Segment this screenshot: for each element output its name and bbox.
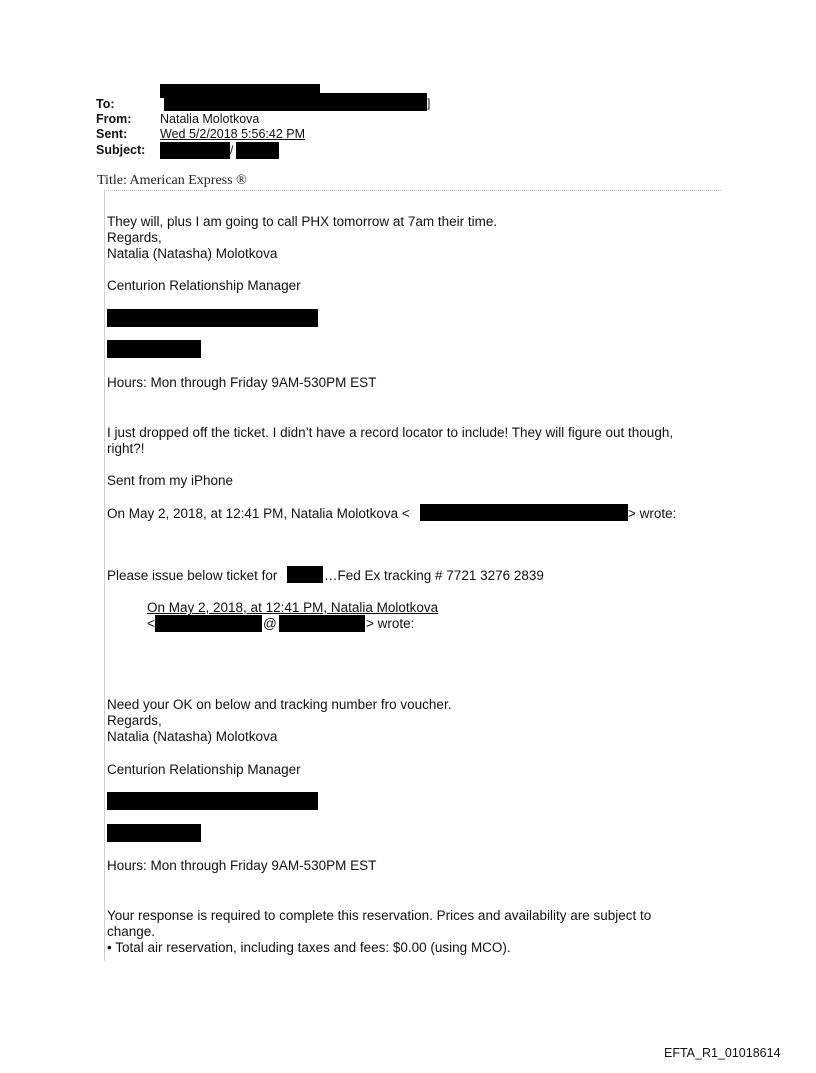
document-id: EFTA_R1_01018614 — [664, 1046, 781, 1060]
from-label: From: — [96, 112, 132, 126]
signature-redaction-4 — [107, 824, 201, 842]
quote2-redaction-2 — [279, 615, 365, 632]
subject-label: Subject: — [96, 143, 146, 157]
need-ok: Need your OK on below and tracking number fro voucher. — [107, 697, 452, 712]
from-value: Natalia Molotkova — [160, 112, 260, 126]
sent-from: Sent from my iPhone — [107, 473, 234, 488]
subject-slash: / — [230, 143, 234, 157]
subject-redaction-1 — [160, 142, 230, 159]
issue-post: …Fed Ex tracking # 7721 3276 2839 — [324, 568, 544, 583]
body-regards: Regards, — [107, 230, 162, 245]
signature-redaction-2 — [107, 340, 201, 358]
to-redaction — [164, 93, 427, 111]
body-p1: They will, plus I am going to call PHX tomorrow at 7am their time. — [107, 214, 498, 229]
body-p2: I just dropped off the ticket. I didn’t have a record locator to include! They will figure out though, right?! — [107, 425, 674, 456]
response-text: Your response is required to complete this reservation. Prices and availability are subject to change. — [107, 908, 652, 939]
body-name: Natalia (Natasha) Molotkova — [107, 246, 278, 261]
body-regards-2: Regards, — [107, 713, 162, 728]
subject-redaction-2 — [236, 142, 279, 159]
quote1-pre: On May 2, 2018, at 12:41 PM, Natalia Molotkova < — [107, 506, 410, 521]
issue-pre: Please issue below ticket for — [107, 568, 278, 583]
quote2-at: @ — [263, 616, 277, 631]
bullet-total: • Total air reservation, including taxes and fees: $0.00 (using MCO). — [107, 940, 511, 955]
sent-value: Wed 5/2/2018 5:56:42 PM — [160, 127, 306, 141]
quote1-post: > wrote: — [628, 506, 677, 521]
body-hours: Hours: Mon through Friday 9AM-530PM EST — [107, 375, 377, 390]
to-bracket: ] — [427, 96, 431, 110]
to-label: To: — [96, 97, 115, 111]
body-name-2: Natalia (Natasha) Molotkova — [107, 729, 278, 744]
sent-label: Sent: — [96, 127, 128, 141]
issue-redaction — [287, 566, 323, 583]
signature-redaction-3 — [107, 792, 318, 810]
body-role: Centurion Relationship Manager — [107, 278, 301, 293]
body-hours-2: Hours: Mon through Friday 9AM-530PM EST — [107, 858, 377, 873]
body-role-2: Centurion Relationship Manager — [107, 762, 301, 777]
quote2-line1: On May 2, 2018, at 12:41 PM, Natalia Molotkova — [147, 600, 439, 615]
email-title: Title: American Express ® — [97, 173, 247, 188]
quote2-redaction-1 — [155, 615, 262, 632]
signature-redaction-1 — [107, 309, 318, 327]
quote1-email-redaction — [420, 504, 628, 521]
quote2-post: > wrote: — [366, 616, 415, 631]
quote2-lt: < — [147, 616, 155, 631]
